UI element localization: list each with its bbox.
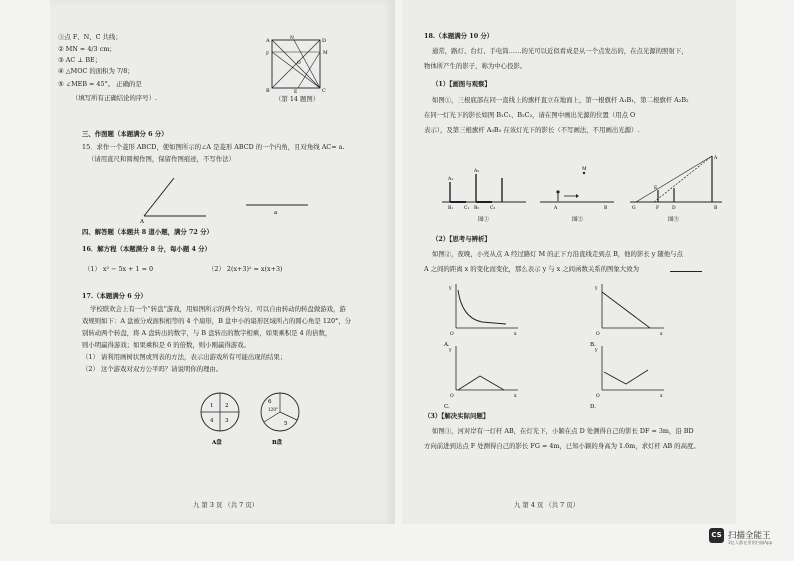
disc-b-label: B盘: [272, 440, 283, 446]
figure-3: [624, 150, 724, 228]
part2-title: （2）【思考与辨析】: [432, 235, 491, 243]
q17-text-1: 学校联欢会上有一个“转盘”游戏，用如图所示的两个均匀、可以自由转动的转盘做游戏，游: [90, 305, 346, 313]
q15-text-1: 15．求作一个菱形 ABCD，使如图所示的∠A 是菱形 ABCD 的一个内角，且对角线 AC= a.: [82, 143, 345, 151]
fig2-label-b: B: [604, 206, 608, 211]
graph-b-label: B.: [590, 342, 596, 348]
section4-title: 四、解答题（本题共 8 道小题，满分 72 分）: [82, 228, 213, 236]
q18-intro-1: 通常，路灯、台灯、手电筒……的光可以近似看成是从一个点发出的，在点光源的照射下，: [432, 47, 688, 55]
graph-b-x: x: [660, 332, 663, 337]
disc-a-number-4: 4: [210, 418, 214, 424]
figure-3-caption: 图③: [668, 217, 680, 223]
figure-1: [440, 158, 528, 228]
disc-b-number-6: 6: [268, 399, 272, 405]
q15-figure: [138, 172, 318, 224]
q17-text-2: 戏规则如下：A 盘被分成面积相等的 4 个扇形，B 盘中小的扇形区域所占的圆心角是 120°，分: [82, 317, 351, 325]
graph-a-y: y: [449, 286, 452, 291]
app-logo-subtitle: 3亿人都在用的扫描App: [728, 540, 773, 545]
q16-equation-1: （1） x² − 5x + 1 = 0: [84, 265, 154, 273]
figure-1-caption: 图①: [478, 217, 490, 223]
part1-text-3: 表示），及第三根旗杆 A₃B₃ 在该灯光下的影长（不写画法，不用画出光源）.: [424, 126, 640, 134]
disc-a-number-1: 1: [210, 403, 214, 409]
q14-option-4: ④ △MOC 的面积为 7/8；: [58, 67, 134, 75]
graph-a-o: O: [450, 332, 454, 337]
part3-text-2: 方向前进到达点 F 处测得自己的影长 FG = 4m，已知小颖的身高为 1.6m，求灯杆 AB 的高度。: [424, 442, 700, 450]
q17-text-3: 别转动两个转盘，将 A 盘转出的数字，与 B 盘转出的数字相乘，如果乘积是 4 的倍数，: [82, 329, 332, 337]
fig3-label-b: B: [714, 206, 718, 211]
q15-label-segment-a: a: [274, 210, 278, 216]
graph-a-x: x: [514, 332, 517, 337]
part1-text-2: 在同一灯光下的影长如图 B₁C₁、B₂C₂，请在图中画出光源的位置（用点 O: [424, 111, 636, 119]
fig2-label-a: A: [554, 206, 558, 211]
fig1-label-b2: B₂: [474, 206, 480, 211]
disc-b-angle: 120°: [268, 407, 279, 412]
q17-text-4: 则小明赢得游戏；如果乘积是 6 的倍数，则小刚赢得游戏。: [82, 341, 250, 349]
disc-a-number-3: 3: [225, 418, 229, 424]
q14-label-a: A: [266, 38, 270, 44]
app-logo-title: 扫描全能王: [728, 531, 771, 541]
graph-d-x: x: [660, 394, 663, 399]
q17-text-6: （2） 这个游戏对双方公平吗？请说明你的理由。: [82, 365, 223, 373]
graph-a: [442, 280, 522, 350]
q17-text-5: （1） 请利用画树状图或列表的方法，表示出游戏所有可能出现的结果；: [82, 353, 287, 361]
q14-option-1: ③点 F、N、C 共线；: [58, 33, 122, 41]
disc-b: [261, 393, 299, 446]
disc-a-label: A盘: [212, 440, 222, 446]
q18-intro-2: 物体所产生的影子，称为中心投影。: [424, 62, 527, 70]
graph-a-label: A.: [444, 342, 450, 348]
part3-text-1: 如图③，河对岸有一灯杆 AB，在灯光下，小颖在点 D 处测得自己的影长 DF = 3m，沿 BD: [432, 427, 694, 435]
fig3-label-g: G: [632, 206, 636, 211]
section3-title: 三、作图题（本题满分 6 分）: [82, 130, 168, 138]
q16-title: 16．解方程（本题满分 8 分，每小题 4 分）: [82, 245, 211, 253]
graph-c-label: C.: [444, 404, 450, 410]
disc-a: [201, 393, 239, 446]
graph-d-o: O: [596, 394, 600, 399]
part3-title: （3）【解决实际问题】: [424, 412, 490, 420]
q14-option-3: ③ AC ⊥ BE；: [58, 56, 102, 64]
graph-b-o: O: [596, 332, 600, 337]
fig1-label-c2: C₂: [490, 206, 496, 211]
q14-option-note: （填写所有正确结论的序号）.: [72, 94, 158, 102]
q14-label-m: M: [323, 51, 328, 56]
q14-label-d: D: [322, 38, 327, 44]
answer-blank[interactable]: [670, 271, 702, 272]
left-page-footer: 九 第 3 页 （共 7 页）: [193, 501, 259, 509]
graph-b: [588, 280, 668, 350]
graph-b-y: y: [595, 286, 598, 291]
q18-title: 18.（本题满分 10 分）: [424, 32, 494, 40]
q14-label-b: B: [266, 88, 270, 94]
q14-label-c: C: [322, 88, 326, 94]
left-page: [50, 0, 395, 524]
q14-label-o: O: [297, 61, 301, 66]
graph-d-y: y: [595, 348, 598, 353]
right-page: [402, 0, 736, 524]
graph-c: [442, 342, 522, 412]
fig1-label-c1: C₁: [464, 206, 470, 211]
part2-text-1: 如图②，夜晚，小亮从点 A 经过路灯 M 的正下方沿直线走到点 B，他的影长 y 随他与点: [432, 250, 683, 258]
cs-logo-icon: CS: [709, 528, 724, 543]
part1-text-1: 如图①，三根底部在同一直线上的旗杆直立在地面上，第一根旗杆 A₁B₁，第二根旗杆 A₂B₂: [432, 96, 689, 104]
part1-title: （1）【画图与观察】: [432, 80, 491, 88]
q14-label-f: F: [266, 52, 270, 57]
q15-text-2: （请用直尺和圆规作图，保留作图痕迹，不写作法）: [88, 155, 235, 163]
disc-b-number-5: 5: [284, 421, 288, 427]
fig1-label-b1: B₁: [448, 206, 454, 211]
q17-title: 17.（本题满分 6 分）: [82, 292, 147, 300]
fig3-label-e: E: [654, 186, 658, 191]
q14-option-5: ⑤ ∠MEB = 45°。 正确的是: [58, 80, 142, 88]
q16-equation-2: （2） 2(x+3)² = x(x+3): [208, 265, 283, 273]
fig2-label-m: M: [582, 167, 587, 172]
right-page-footer: 九 第 4 页 （共 7 页）: [514, 501, 580, 509]
q14-figure: [264, 34, 330, 94]
graph-c-x: x: [514, 394, 517, 399]
disc-a-number-2: 2: [225, 403, 229, 409]
q14-label-e: E: [294, 90, 298, 94]
fig3-label-a: A: [714, 156, 718, 161]
graph-d-label: D.: [590, 404, 596, 410]
q15-label-angle-a: A: [140, 219, 144, 224]
fig3-label-f: F: [656, 206, 660, 211]
figure-2-caption: 图②: [572, 217, 584, 223]
graph-c-o: O: [450, 394, 454, 399]
q14-option-2: ② MN = 4/3 cm；: [58, 45, 116, 53]
fig1-label-a2: A₂: [474, 169, 480, 174]
fig1-label-a1: A₁: [448, 177, 454, 182]
graph-c-y: y: [449, 348, 452, 353]
fig3-label-d: D: [672, 206, 676, 211]
q17-spinners: [198, 388, 308, 450]
q14-label-n: N: [290, 36, 294, 41]
graph-d: [588, 342, 668, 412]
part2-text-2: A 之间的距离 x 的变化而变化，那么表示 y 与 x 之间函数关系的图象大致为: [424, 265, 639, 273]
figure-2: [538, 158, 616, 228]
q14-figure-caption: （第 14 题图）: [275, 95, 320, 103]
